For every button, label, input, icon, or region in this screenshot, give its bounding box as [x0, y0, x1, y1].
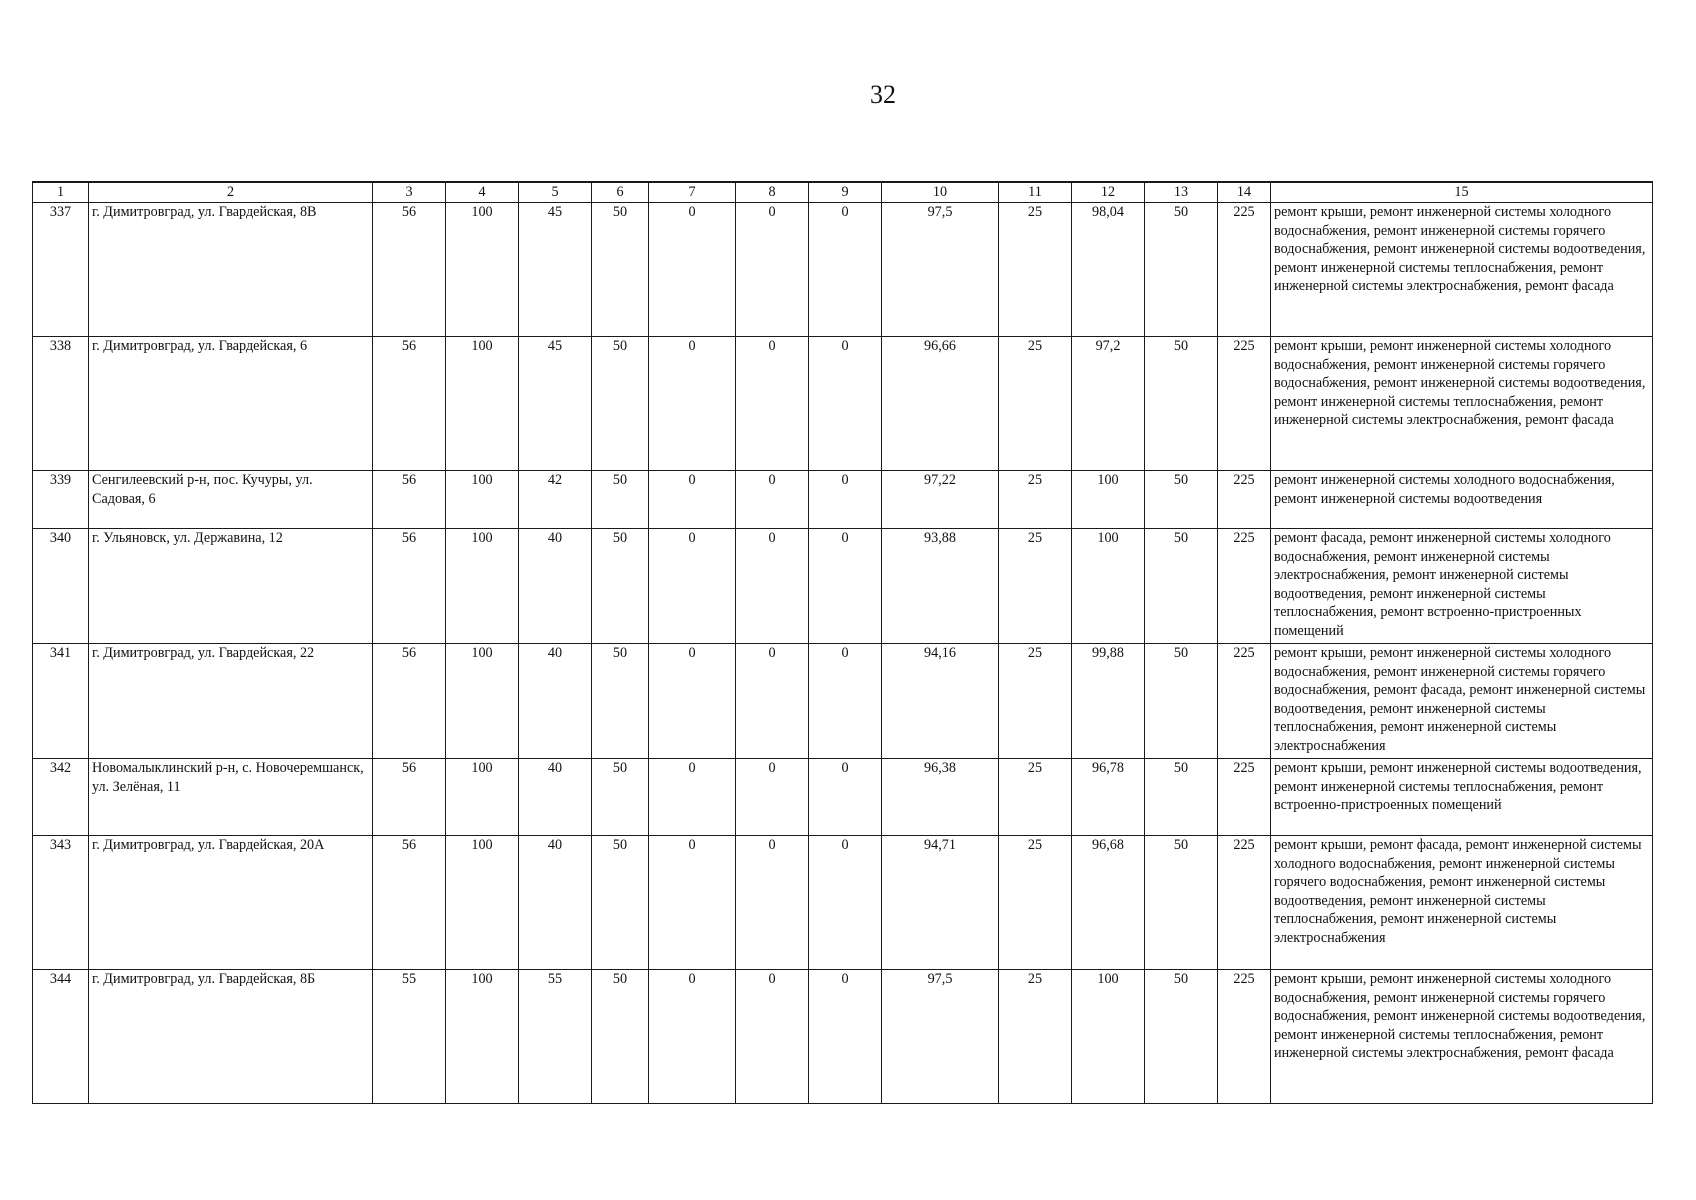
repair-register-table [32, 181, 1653, 1104]
value-cell: 96,66 [882, 337, 999, 471]
value-cell: 0 [809, 471, 882, 529]
column-header: 14 [1218, 182, 1271, 203]
value-cell: 0 [809, 644, 882, 759]
table-row [33, 337, 1653, 471]
value-cell: 100 [446, 970, 519, 1104]
value-cell: 94,71 [882, 836, 999, 970]
address-cell: г. Димитровград, ул. Гвардейская, 8В [89, 203, 373, 337]
value-cell: 50 [1145, 970, 1218, 1104]
value-cell: 100 [446, 836, 519, 970]
value-cell: 56 [373, 644, 446, 759]
value-cell: 25 [999, 970, 1072, 1104]
value-cell: 225 [1218, 203, 1271, 337]
value-cell: 0 [649, 337, 736, 471]
value-cell: 94,16 [882, 644, 999, 759]
address-cell: г. Димитровград, ул. Гвардейская, 6 [89, 337, 373, 471]
value-cell: 96,68 [1072, 836, 1145, 970]
column-header: 1 [33, 182, 89, 203]
value-cell: 100 [446, 644, 519, 759]
column-header: 11 [999, 182, 1072, 203]
value-cell: 50 [592, 644, 649, 759]
value-cell: 56 [373, 529, 446, 644]
value-cell: 55 [373, 970, 446, 1104]
column-header: 12 [1072, 182, 1145, 203]
value-cell: 93,88 [882, 529, 999, 644]
value-cell: 0 [736, 759, 809, 836]
table-row [33, 471, 1653, 529]
column-header: 10 [882, 182, 999, 203]
value-cell: 50 [592, 759, 649, 836]
value-cell: 100 [446, 337, 519, 471]
column-header: 9 [809, 182, 882, 203]
value-cell: 45 [519, 337, 592, 471]
value-cell: 0 [809, 759, 882, 836]
table-row [33, 759, 1653, 836]
value-cell: 50 [592, 970, 649, 1104]
row-number: 342 [33, 759, 89, 836]
value-cell: 50 [1145, 836, 1218, 970]
value-cell: 50 [592, 471, 649, 529]
value-cell: 25 [999, 836, 1072, 970]
value-cell: 56 [373, 471, 446, 529]
value-cell: 100 [1072, 529, 1145, 644]
value-cell: 50 [592, 836, 649, 970]
value-cell: 100 [446, 203, 519, 337]
value-cell: 50 [1145, 471, 1218, 529]
value-cell: 56 [373, 203, 446, 337]
table-row [33, 203, 1653, 337]
value-cell: 0 [736, 970, 809, 1104]
value-cell: 225 [1218, 836, 1271, 970]
repair-works-cell: ремонт крыши, ремонт инженерной системы холодного водоснабжения, ремонт инженерной системы горячего водоснабжения, ремонт инженерной системы водоотведения, ремонт инженерной системы теплоснабжения, ремонт инженерной системы электроснабжения, ремонт фасада [1271, 970, 1653, 1104]
value-cell: 0 [649, 970, 736, 1104]
value-cell: 55 [519, 970, 592, 1104]
column-header: 15 [1271, 182, 1653, 203]
repair-works-cell: ремонт фасада, ремонт инженерной системы холодного водоснабжения, ремонт инженерной системы электроснабжения, ремонт инженерной системы водоотведения, ремонт инженерной системы теплоснабжения, ремонт встроенно-пристроенных помещений [1271, 529, 1653, 644]
repair-works-cell: ремонт крыши, ремонт инженерной системы холодного водоснабжения, ремонт инженерной системы горячего водоснабжения, ремонт инженерной системы водоотведения, ремонт инженерной системы теплоснабжения, ремонт инженерной системы электроснабжения, ремонт фасада [1271, 337, 1653, 471]
value-cell: 25 [999, 471, 1072, 529]
column-header: 2 [89, 182, 373, 203]
page-number: 32 [870, 80, 896, 109]
value-cell: 0 [809, 970, 882, 1104]
value-cell: 50 [1145, 644, 1218, 759]
repair-works-cell: ремонт крыши, ремонт инженерной системы холодного водоснабжения, ремонт инженерной системы горячего водоснабжения, ремонт инженерной системы водоотведения, ремонт инженерной системы теплоснабжения, ремонт инженерной системы электроснабжения, ремонт фасада [1271, 203, 1653, 337]
column-header: 5 [519, 182, 592, 203]
repair-works-cell: ремонт крыши, ремонт инженерной системы водоотведения, ремонт инженерной системы теплоснабжения, ремонт встроенно-пристроенных помещений [1271, 759, 1653, 836]
value-cell: 50 [1145, 337, 1218, 471]
address-cell: г. Димитровград, ул. Гвардейская, 20А [89, 836, 373, 970]
value-cell: 100 [446, 759, 519, 836]
value-cell: 0 [649, 471, 736, 529]
row-number: 340 [33, 529, 89, 644]
row-number: 344 [33, 970, 89, 1104]
column-header: 3 [373, 182, 446, 203]
value-cell: 25 [999, 337, 1072, 471]
value-cell: 225 [1218, 471, 1271, 529]
value-cell: 45 [519, 203, 592, 337]
value-cell: 0 [736, 644, 809, 759]
value-cell: 100 [446, 529, 519, 644]
value-cell: 97,2 [1072, 337, 1145, 471]
value-cell: 0 [649, 644, 736, 759]
value-cell: 96,38 [882, 759, 999, 836]
value-cell: 100 [446, 471, 519, 529]
address-cell: г. Ульяновск, ул. Державина, 12 [89, 529, 373, 644]
value-cell: 56 [373, 337, 446, 471]
value-cell: 0 [809, 529, 882, 644]
value-cell: 0 [649, 759, 736, 836]
row-number: 343 [33, 836, 89, 970]
value-cell: 40 [519, 644, 592, 759]
value-cell: 40 [519, 759, 592, 836]
repair-works-cell: ремонт инженерной системы холодного водоснабжения, ремонт инженерной системы водоотведения [1271, 471, 1653, 529]
value-cell: 56 [373, 836, 446, 970]
column-header: 4 [446, 182, 519, 203]
value-cell: 97,22 [882, 471, 999, 529]
value-cell: 50 [592, 529, 649, 644]
value-cell: 25 [999, 529, 1072, 644]
repair-works-cell: ремонт крыши, ремонт инженерной системы холодного водоснабжения, ремонт инженерной системы горячего водоснабжения, ремонт фасада, ремонт инженерной системы водоотведения, ремонт инженерной системы теплоснабжения, ремонт инженерной системы электроснабжения [1271, 644, 1653, 759]
column-header: 6 [592, 182, 649, 203]
value-cell: 0 [649, 203, 736, 337]
table-row [33, 836, 1653, 970]
row-number: 337 [33, 203, 89, 337]
value-cell: 0 [809, 836, 882, 970]
value-cell: 50 [592, 337, 649, 471]
address-cell: Сенгилеевский р-н, пос. Кучуры, ул. Садовая, 6 [89, 471, 373, 529]
column-header: 7 [649, 182, 736, 203]
value-cell: 42 [519, 471, 592, 529]
value-cell: 100 [1072, 970, 1145, 1104]
column-header: 13 [1145, 182, 1218, 203]
value-cell: 225 [1218, 970, 1271, 1104]
value-cell: 225 [1218, 644, 1271, 759]
value-cell: 0 [649, 836, 736, 970]
value-cell: 0 [736, 836, 809, 970]
value-cell: 225 [1218, 529, 1271, 644]
value-cell: 0 [649, 529, 736, 644]
row-number: 338 [33, 337, 89, 471]
value-cell: 225 [1218, 759, 1271, 836]
value-cell: 0 [736, 337, 809, 471]
table-row [33, 529, 1653, 644]
value-cell: 100 [1072, 471, 1145, 529]
value-cell: 96,78 [1072, 759, 1145, 836]
value-cell: 56 [373, 759, 446, 836]
value-cell: 98,04 [1072, 203, 1145, 337]
value-cell: 40 [519, 529, 592, 644]
column-header: 8 [736, 182, 809, 203]
value-cell: 25 [999, 203, 1072, 337]
value-cell: 0 [736, 203, 809, 337]
value-cell: 99,88 [1072, 644, 1145, 759]
column-number-row [33, 182, 1653, 203]
value-cell: 50 [1145, 203, 1218, 337]
repair-works-cell: ремонт крыши, ремонт фасада, ремонт инженерной системы холодного водоснабжения, ремонт инженерной системы горячего водоснабжения, ремонт инженерной системы водоотведения, ремонт инженерной системы теплоснабжения, ремонт инженерной системы электроснабжения [1271, 836, 1653, 970]
table-row [33, 970, 1653, 1104]
value-cell: 50 [1145, 529, 1218, 644]
value-cell: 40 [519, 836, 592, 970]
value-cell: 0 [809, 337, 882, 471]
value-cell: 0 [736, 529, 809, 644]
value-cell: 225 [1218, 337, 1271, 471]
address-cell: Новомалыклинский р-н, с. Новочеремшанск, ул. Зелёная, 11 [89, 759, 373, 836]
address-cell: г. Димитровград, ул. Гвардейская, 22 [89, 644, 373, 759]
row-number: 339 [33, 471, 89, 529]
value-cell: 0 [809, 203, 882, 337]
value-cell: 50 [1145, 759, 1218, 836]
row-number: 341 [33, 644, 89, 759]
value-cell: 0 [736, 471, 809, 529]
value-cell: 25 [999, 759, 1072, 836]
address-cell: г. Димитровград, ул. Гвардейская, 8Б [89, 970, 373, 1104]
value-cell: 25 [999, 644, 1072, 759]
value-cell: 97,5 [882, 203, 999, 337]
value-cell: 50 [592, 203, 649, 337]
value-cell: 97,5 [882, 970, 999, 1104]
table-row [33, 644, 1653, 759]
